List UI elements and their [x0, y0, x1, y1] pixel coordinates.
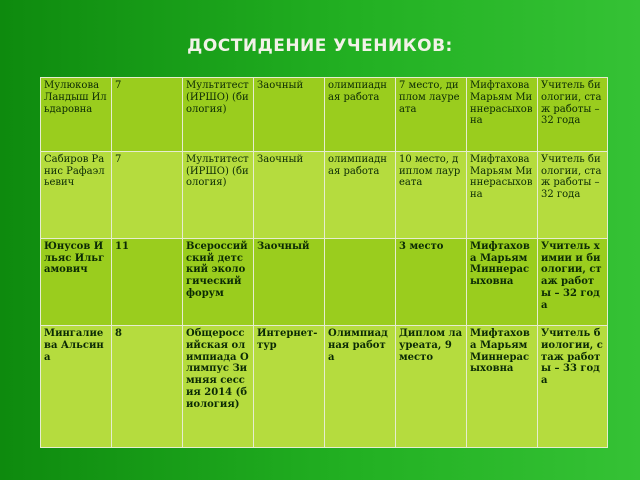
event-cell: Всероссийский детский экологический форум [183, 238, 254, 325]
mentor-info-cell: Учитель биологии, стаж работы – 33 года [538, 326, 608, 448]
result-cell: 10 место, диплом лауреата [396, 151, 467, 238]
result-cell: 3 место [396, 238, 467, 325]
format-cell: Заочный [254, 238, 325, 325]
format-cell: Заочный [254, 151, 325, 238]
mentor-info-cell: Учитель химии и биологии, стаж работы – 32 года [538, 238, 608, 325]
format-cell: Интернет-тур [254, 326, 325, 448]
mentor-cell: Мифтахова Марьям Миннерасыховна [467, 78, 538, 152]
grade-cell: 7 [112, 78, 183, 152]
kind-cell [325, 238, 396, 325]
mentor-cell: Мифтахова Марьям Миннерасыховна [467, 326, 538, 448]
slide-title: ДОСТИДЕНИЕ УЧЕНИКОВ: [187, 36, 453, 56]
kind-cell: олимпиадная работа [325, 78, 396, 152]
student-cell: Сабиров Ранис Рафаэльевич [41, 151, 112, 238]
table-row [41, 78, 608, 152]
event-cell: Общероссийская олимпиада Олимпус Зимняя сессия 2014 (биология) [183, 326, 254, 448]
kind-cell: Олимпиадная работа [325, 326, 396, 448]
student-cell: Мингалиева Альсина [41, 326, 112, 448]
table-row [41, 238, 608, 325]
event-cell: Мультитест (ИРШО) (биология) [183, 78, 254, 152]
format-cell: Заочный [254, 78, 325, 152]
mentor-cell: Мифтахова Марьям Миннерасыховна [467, 238, 538, 325]
mentor-cell: Мифтахова Марьям Миннерасыховна [467, 151, 538, 238]
student-cell: Юнусов Ильяс Ильгамович [41, 238, 112, 325]
event-cell: Мультитест (ИРШО) (биология) [183, 151, 254, 238]
kind-cell: олимпиадная работа [325, 151, 396, 238]
mentor-info-cell: Учитель биологии, стаж работы – 32 года [538, 78, 608, 152]
student-cell: Мулюкова Ландыш Ильдаровна [41, 78, 112, 152]
mentor-info-cell: Учитель биологии, стаж работы – 32 года [538, 151, 608, 238]
grade-cell: 7 [112, 151, 183, 238]
grade-cell: 8 [112, 326, 183, 448]
table-row [41, 151, 608, 238]
result-cell: Диплом лауреата, 9 место [396, 326, 467, 448]
grade-cell: 11 [112, 238, 183, 325]
table-row [41, 326, 608, 448]
achievements-table [40, 77, 608, 448]
result-cell: 7 место, диплом лауреата [396, 78, 467, 152]
